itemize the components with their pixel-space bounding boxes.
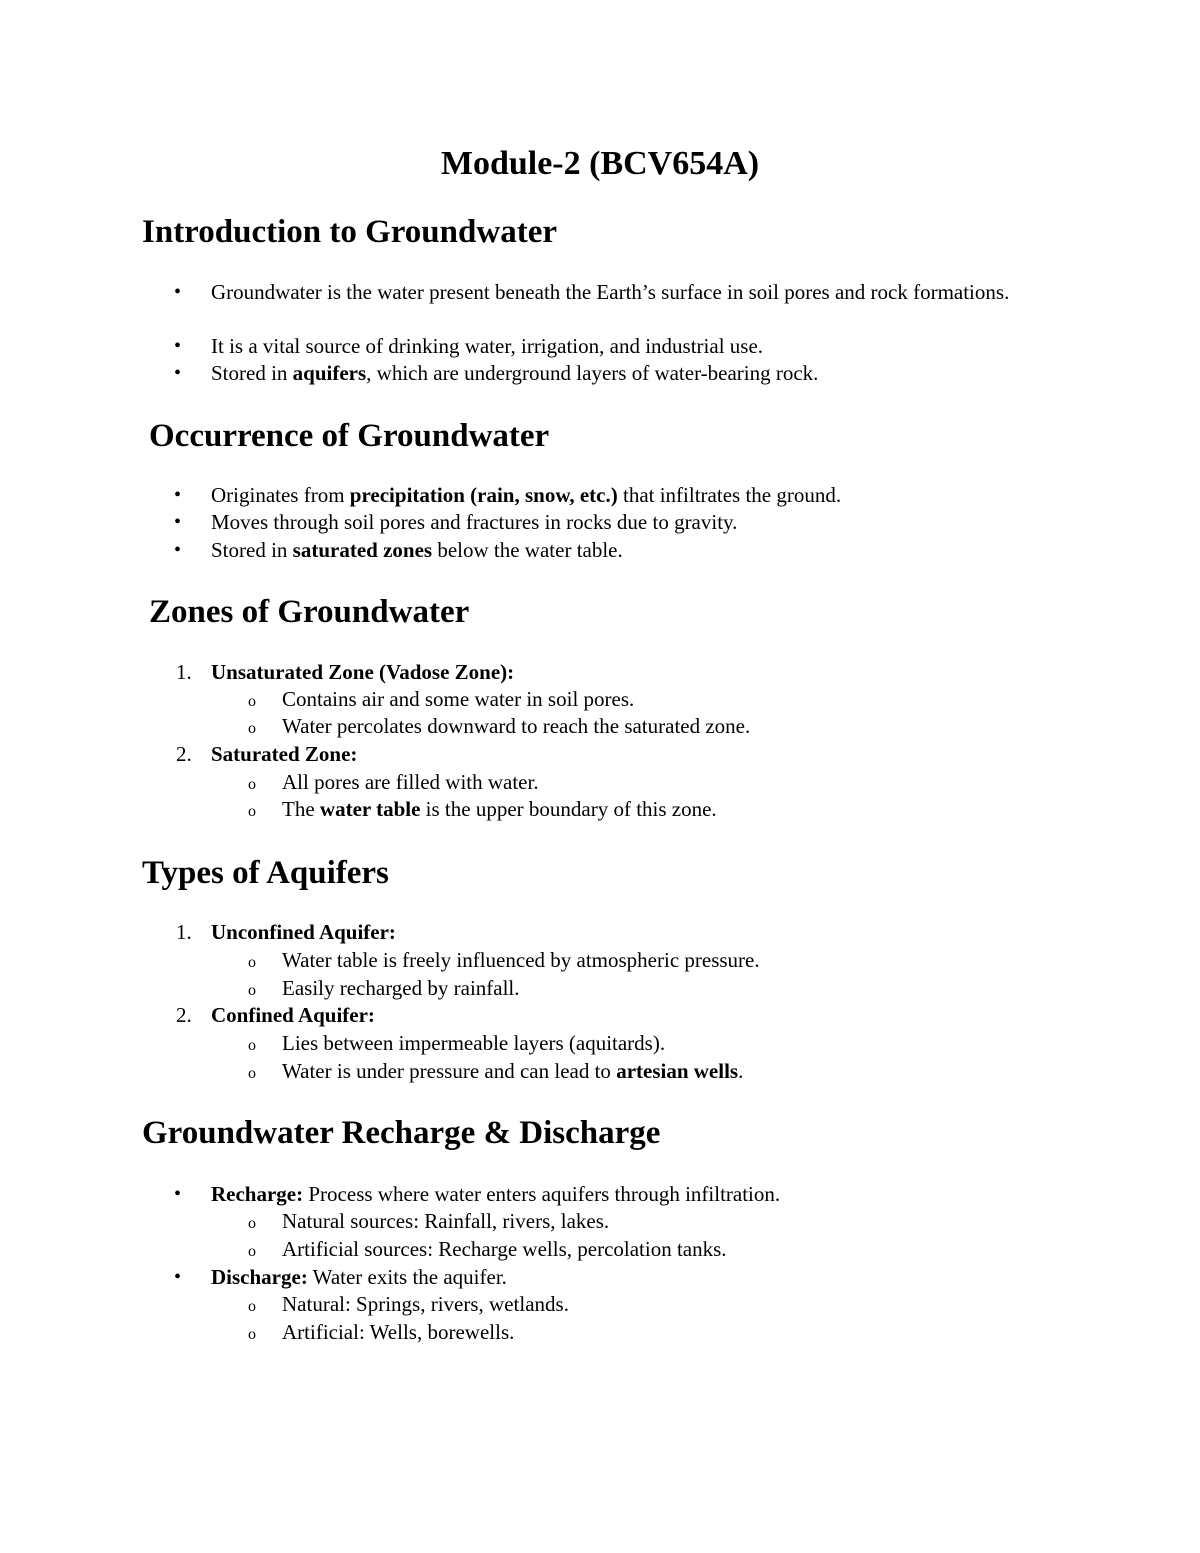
bullet-glyph: • [174, 484, 182, 506]
sub-list-item: Water is under pressure and can lead to artesian wells. [282, 1059, 744, 1083]
list-item: Moves through soil pores and fractures in rocks due to gravity. [211, 510, 738, 534]
sub-bullet-glyph: o [248, 954, 256, 971]
list-item: Recharge: Process where water enters aquifers through infiltration. [211, 1182, 781, 1206]
sub-bullet-glyph: o [248, 1243, 256, 1260]
list-item: Saturated Zone: [211, 742, 358, 766]
list-item: Stored in saturated zones below the water table. [211, 538, 623, 562]
page-title: Module-2 (BCV654A) [440, 145, 760, 182]
sub-bullet-glyph: o [248, 1065, 256, 1082]
list-number: 1. [176, 920, 192, 944]
section-heading-zones: Zones of Groundwater [149, 594, 470, 630]
list-item: Originates from precipitation (rain, snow, etc.) that infiltrates the ground. [211, 483, 842, 507]
list-item: Stored in aquifers, which are underground layers of water-bearing rock. [211, 361, 819, 385]
sub-bullet-glyph: o [248, 776, 256, 793]
section-heading-occurrence: Occurrence of Groundwater [149, 418, 550, 454]
bullet-glyph: • [174, 362, 182, 384]
bullet-glyph: • [174, 539, 182, 561]
sub-list-item: Easily recharged by rainfall. [282, 976, 520, 1000]
sub-bullet-glyph: o [248, 982, 256, 999]
sub-bullet-glyph: o [248, 1215, 256, 1232]
list-item: Unsaturated Zone (Vadose Zone): [211, 660, 515, 684]
sub-list-item: Lies between impermeable layers (aquitards). [282, 1031, 666, 1055]
list-item: Groundwater is the water present beneath the Earth’s surface in soil pores and rock formations. [211, 280, 1010, 304]
sub-list-item: Artificial sources: Recharge wells, percolation tanks. [282, 1237, 727, 1261]
sub-list-item: The water table is the upper boundary of this zone. [282, 797, 717, 821]
sub-bullet-glyph: o [248, 1326, 256, 1343]
sub-bullet-glyph: o [248, 1298, 256, 1315]
list-item: Unconfined Aquifer: [211, 920, 396, 944]
sub-list-item: Water percolates downward to reach the saturated zone. [282, 714, 751, 738]
bullet-glyph: • [174, 281, 182, 303]
sub-bullet-glyph: o [248, 693, 256, 710]
list-item: Confined Aquifer: [211, 1003, 375, 1027]
section-heading-recharge-discharge: Groundwater Recharge & Discharge [142, 1115, 661, 1151]
sub-list-item: Artificial: Wells, borewells. [282, 1320, 515, 1344]
sub-bullet-glyph: o [248, 803, 256, 820]
list-number: 2. [176, 1003, 192, 1027]
bullet-glyph: • [174, 511, 182, 533]
sub-bullet-glyph: o [248, 720, 256, 737]
list-item: It is a vital source of drinking water, irrigation, and industrial use. [211, 334, 764, 358]
bullet-glyph: • [174, 335, 182, 357]
list-number: 1. [176, 660, 192, 684]
sub-list-item: All pores are filled with water. [282, 770, 539, 794]
section-heading-introduction: Introduction to Groundwater [142, 214, 557, 250]
section-heading-aquifers: Types of Aquifers [142, 855, 389, 891]
bullet-glyph: • [174, 1266, 182, 1288]
sub-bullet-glyph: o [248, 1037, 256, 1054]
sub-list-item: Natural: Springs, rivers, wetlands. [282, 1292, 569, 1316]
list-item: Discharge: Water exits the aquifer. [211, 1265, 507, 1289]
list-number: 2. [176, 742, 192, 766]
sub-list-item: Water table is freely influenced by atmospheric pressure. [282, 948, 760, 972]
sub-list-item: Contains air and some water in soil pores. [282, 687, 635, 711]
sub-list-item: Natural sources: Rainfall, rivers, lakes. [282, 1209, 610, 1233]
bullet-glyph: • [174, 1183, 182, 1205]
